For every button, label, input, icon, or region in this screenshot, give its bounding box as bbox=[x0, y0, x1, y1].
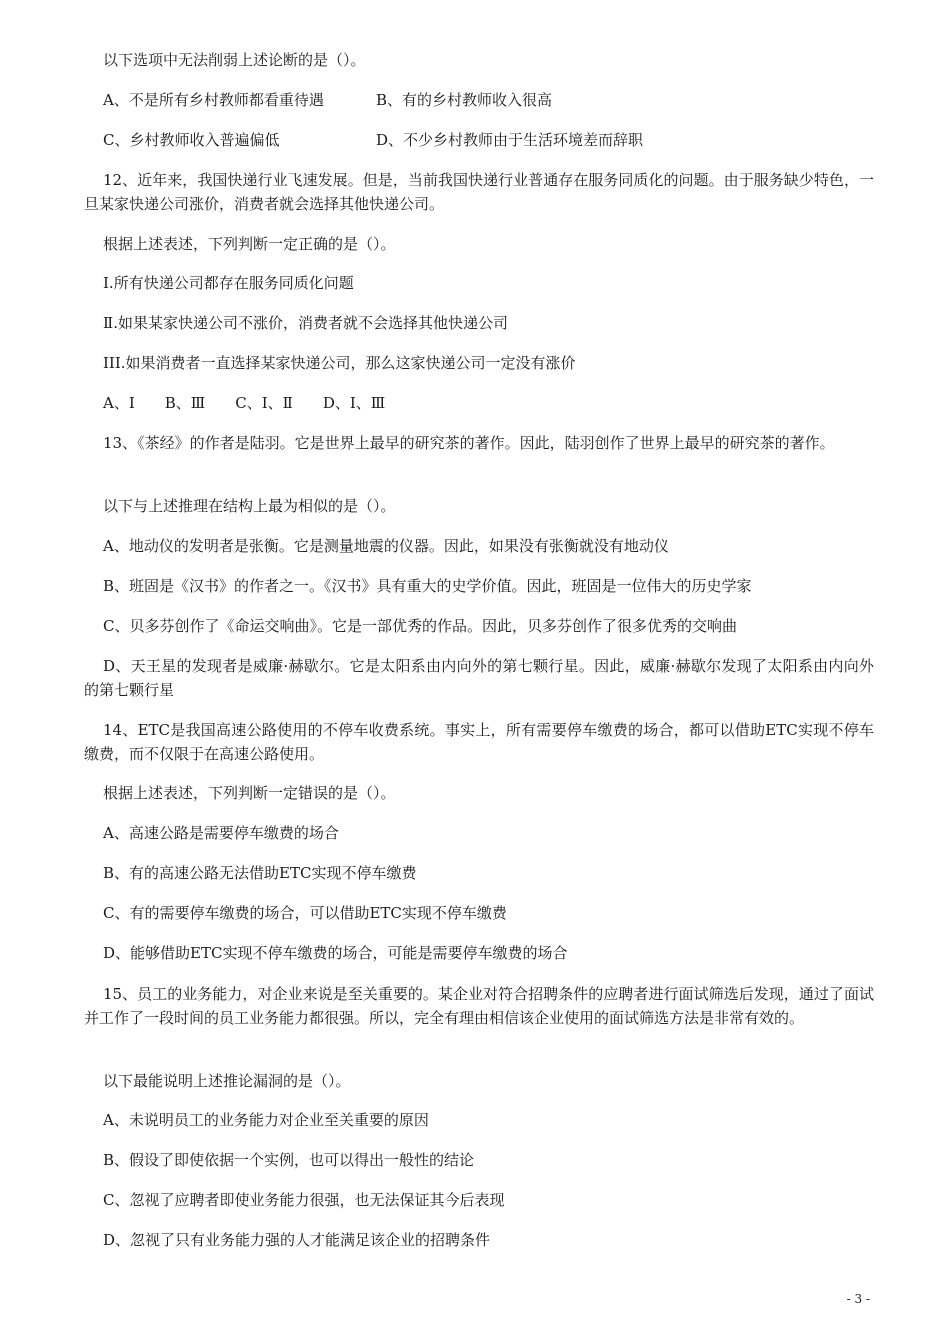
q15-option-d: D、忽视了只有业务能力强的人才能满足该企业的招聘条件 bbox=[103, 1231, 491, 1249]
q13-option-b: B、班固是《汉书》的作者之一。《汉书》具有重大的史学价值。因此，班固是一位伟大的历史学家 bbox=[103, 577, 752, 595]
q13-option-c: C、贝多芬创作了《命运交响曲》。它是一部优秀的作品。因此，贝多芬创作了很多优秀的交响曲 bbox=[103, 617, 737, 635]
q12-statement-2: Ⅱ.如果某家快递公司不涨价，消费者就不会选择其他快递公司 bbox=[103, 314, 508, 332]
q15-option-c: C、忽视了应聘者即使业务能力很强，也无法保证其今后表现 bbox=[103, 1191, 505, 1209]
q15-option-a: A、未说明员工的业务能力对企业至关重要的原因 bbox=[103, 1111, 429, 1129]
q15-passage: 15、员工的业务能力，对企业来说是至关重要的。某企业对符合招聘条件的应聘者进行面试筛选后发现，通过了面试并工作了一段时间的员工业务能力都很强。所以，完全有理由相信该企业使用的面试筛选方法是非常有效的。 bbox=[84, 985, 874, 1027]
q12-statement-1: Ⅰ.所有快递公司都存在服务同质化问题 bbox=[103, 274, 354, 292]
q11-option-c: C、乡村教师收入普遍偏低 bbox=[103, 131, 280, 149]
q12-passage: 12、近年来，我国快递行业飞速发展。但是，当前我国快递行业普通存在服务同质化的问题。由于服务缺少特色，一旦某家快递公司涨价，消费者就会选择其他快递公司。 bbox=[84, 171, 874, 213]
q14-option-d: D、能够借助ETC实现不停车缴费的场合，可能是需要停车缴费的场合 bbox=[103, 944, 568, 962]
q11-option-a: A、不是所有乡村教师都看重待遇 bbox=[103, 91, 324, 109]
q14-passage: 14、ETC是我国高速公路使用的不停车收费系统。事实上，所有需要停车缴费的场合，都可以借助ETC实现不停车缴费，而不仅限于在高速公路使用。 bbox=[84, 721, 874, 763]
q14-stem: 根据上述表述，下列判断一定错误的是（）。 bbox=[103, 784, 396, 802]
q14-option-a: A、高速公路是需要停车缴费的场合 bbox=[103, 824, 339, 842]
q14-option-c: C、有的需要停车缴费的场合，可以借助ETC实现不停车缴费 bbox=[103, 904, 507, 922]
q11-stem: 以下选项中无法削弱上述论断的是（）。 bbox=[103, 51, 366, 69]
q15-option-b: B、假设了即使依据一个实例，也可以得出一般性的结论 bbox=[103, 1151, 475, 1169]
q13-stem: 以下与上述推理在结构上最为相似的是（）。 bbox=[103, 497, 396, 515]
page-number: - 3 - bbox=[846, 1292, 870, 1306]
q14-option-b: B、有的高速公路无法借助ETC实现不停车缴费 bbox=[103, 864, 417, 882]
q12-options: A、Ⅰ B、Ⅲ C、Ⅰ、Ⅱ D、Ⅰ、Ⅲ bbox=[103, 394, 386, 412]
q13-option-a: A、地动仪的发明者是张衡。它是测量地震的仪器。因此，如果没有张衡就没有地动仪 bbox=[103, 537, 669, 555]
q11-option-b: B、有的乡村教师收入很高 bbox=[376, 91, 553, 109]
q12-stem: 根据上述表述，下列判断一定正确的是（）。 bbox=[103, 235, 396, 253]
q15-stem: 以下最能说明上述推论漏洞的是（）。 bbox=[103, 1072, 351, 1090]
q11-option-d: D、不少乡村教师由于生活环境差而辞职 bbox=[376, 131, 644, 149]
q13-option-d: D、天王星的发现者是威廉·赫歇尔。它是太阳系由内向外的第七颗行星。因此，威廉·赫歇尔发现了太阳系由内向外的第七颗行星 bbox=[84, 657, 874, 699]
q12-statement-3: III.如果消费者一直选择某家快递公司，那么这家快递公司一定没有涨价 bbox=[103, 354, 576, 372]
q13-passage: 13、《茶经》的作者是陆羽。它是世界上最早的研究茶的著作。因此，陆羽创作了世界上最早的研究茶的著作。 bbox=[103, 434, 835, 452]
